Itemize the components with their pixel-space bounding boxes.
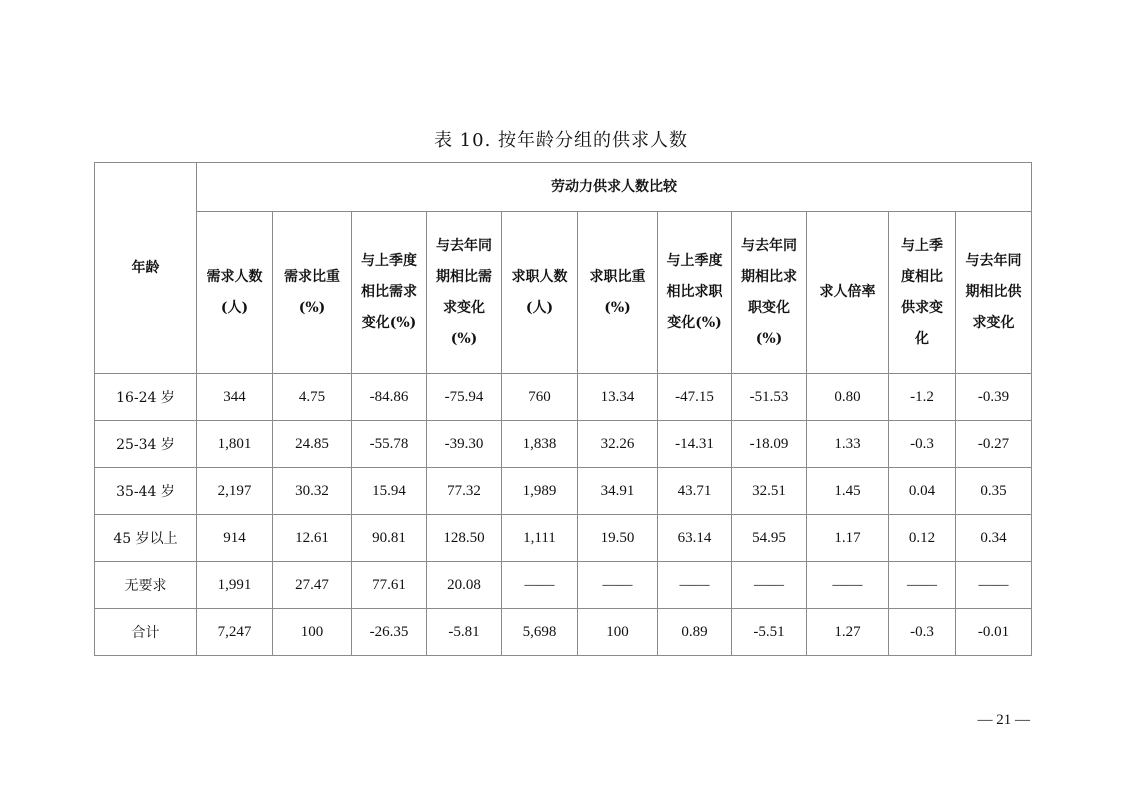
value-cell: 1.45 bbox=[807, 468, 889, 515]
column-header-label: 需求人数 (人) bbox=[206, 268, 263, 316]
value-cell: 0.35 bbox=[956, 468, 1032, 515]
value-cell: 0.04 bbox=[889, 468, 956, 515]
value-cell: 1.17 bbox=[807, 515, 889, 562]
age-group-cell: 合计 bbox=[95, 609, 197, 656]
value-cell: -84.86 bbox=[352, 374, 427, 421]
value-cell: 15.94 bbox=[352, 468, 427, 515]
table-row bbox=[95, 609, 1032, 656]
age-group-cell: 35-44 岁 bbox=[95, 468, 197, 515]
value-cell: -0.3 bbox=[889, 609, 956, 656]
value-cell: 760 bbox=[502, 374, 578, 421]
value-cell: 5,698 bbox=[502, 609, 578, 656]
column-header-label: 求人倍率 bbox=[819, 284, 876, 300]
column-header-label: 求职人数 (人) bbox=[511, 268, 568, 316]
column-header bbox=[889, 212, 956, 374]
value-cell: 20.08 bbox=[427, 562, 502, 609]
value-cell: -0.01 bbox=[956, 609, 1032, 656]
value-cell: -18.09 bbox=[732, 421, 807, 468]
value-cell: 32.51 bbox=[732, 468, 807, 515]
value-cell: -14.31 bbox=[658, 421, 732, 468]
table-row bbox=[95, 562, 1032, 609]
column-header bbox=[427, 212, 502, 374]
value-cell: 30.32 bbox=[273, 468, 352, 515]
table-body bbox=[95, 374, 1032, 656]
header-row-group bbox=[95, 163, 1032, 212]
value-cell: 7,247 bbox=[197, 609, 273, 656]
value-cell: -1.2 bbox=[889, 374, 956, 421]
column-header-label: 与上季度 相比需求 变化(%) bbox=[361, 253, 417, 331]
value-cell: —— bbox=[658, 562, 732, 609]
value-cell: 1.27 bbox=[807, 609, 889, 656]
value-cell: 100 bbox=[273, 609, 352, 656]
value-cell: —— bbox=[502, 562, 578, 609]
value-cell: 54.95 bbox=[732, 515, 807, 562]
value-cell: -0.27 bbox=[956, 421, 1032, 468]
value-cell: 12.61 bbox=[273, 515, 352, 562]
column-header bbox=[578, 212, 658, 374]
value-cell: -51.53 bbox=[732, 374, 807, 421]
column-header-label: 与去年同 期相比供 求变化 bbox=[965, 253, 1022, 331]
value-cell: 77.32 bbox=[427, 468, 502, 515]
value-cell: 4.75 bbox=[273, 374, 352, 421]
table-row bbox=[95, 468, 1032, 515]
column-header-label: 与上季 度相比 供求变 化 bbox=[901, 237, 943, 347]
column-header-label: 求职比重 (%) bbox=[589, 268, 646, 316]
value-cell: —— bbox=[956, 562, 1032, 609]
value-cell: 63.14 bbox=[658, 515, 732, 562]
value-cell: 1,838 bbox=[502, 421, 578, 468]
group-header: 劳动力供求人数比较 bbox=[197, 163, 1032, 212]
table-row bbox=[95, 421, 1032, 468]
column-header bbox=[197, 212, 273, 374]
column-header bbox=[502, 212, 578, 374]
value-cell: 1,989 bbox=[502, 468, 578, 515]
table-row bbox=[95, 374, 1032, 421]
column-header-label: 与上季度 相比求职 变化(%) bbox=[666, 253, 723, 331]
column-header bbox=[956, 212, 1032, 374]
value-cell: -47.15 bbox=[658, 374, 732, 421]
value-cell: 32.26 bbox=[578, 421, 658, 468]
value-cell: 1,801 bbox=[197, 421, 273, 468]
column-header-label: 与去年同 期相比求 职变化 (%) bbox=[741, 237, 797, 347]
value-cell: —— bbox=[578, 562, 658, 609]
age-group-cell: 25-34 岁 bbox=[95, 421, 197, 468]
value-cell: —— bbox=[889, 562, 956, 609]
value-cell: —— bbox=[732, 562, 807, 609]
value-cell: 0.34 bbox=[956, 515, 1032, 562]
age-header: 年龄 bbox=[95, 163, 197, 374]
value-cell: -55.78 bbox=[352, 421, 427, 468]
value-cell: 1.33 bbox=[807, 421, 889, 468]
value-cell: 2,197 bbox=[197, 468, 273, 515]
value-cell: 344 bbox=[197, 374, 273, 421]
value-cell: 0.12 bbox=[889, 515, 956, 562]
value-cell: 1,111 bbox=[502, 515, 578, 562]
value-cell: 19.50 bbox=[578, 515, 658, 562]
age-group-cell: 无要求 bbox=[95, 562, 197, 609]
column-header-label: 与去年同 期相比需 求变化 (%) bbox=[436, 237, 492, 347]
value-cell: 90.81 bbox=[352, 515, 427, 562]
value-cell: 34.91 bbox=[578, 468, 658, 515]
value-cell: -5.51 bbox=[732, 609, 807, 656]
value-cell: 128.50 bbox=[427, 515, 502, 562]
table-row bbox=[95, 515, 1032, 562]
value-cell: -26.35 bbox=[352, 609, 427, 656]
value-cell: -75.94 bbox=[427, 374, 502, 421]
column-header bbox=[352, 212, 427, 374]
column-header-label: 需求比重 (%) bbox=[284, 268, 340, 316]
supply-demand-table bbox=[94, 162, 1032, 656]
value-cell: 0.80 bbox=[807, 374, 889, 421]
age-group-cell: 45 岁以上 bbox=[95, 515, 197, 562]
value-cell: 27.47 bbox=[273, 562, 352, 609]
value-cell: 43.71 bbox=[658, 468, 732, 515]
value-cell: 914 bbox=[197, 515, 273, 562]
column-header bbox=[658, 212, 732, 374]
value-cell: 0.89 bbox=[658, 609, 732, 656]
value-cell: 100 bbox=[578, 609, 658, 656]
value-cell: —— bbox=[807, 562, 889, 609]
value-cell: 13.34 bbox=[578, 374, 658, 421]
column-header bbox=[273, 212, 352, 374]
page-number: — 21 — bbox=[977, 712, 1030, 728]
header-row-columns bbox=[95, 212, 1032, 374]
value-cell: -0.3 bbox=[889, 421, 956, 468]
column-header bbox=[807, 212, 889, 374]
value-cell: -39.30 bbox=[427, 421, 502, 468]
value-cell: 77.61 bbox=[352, 562, 427, 609]
value-cell: 1,991 bbox=[197, 562, 273, 609]
column-header bbox=[732, 212, 807, 374]
value-cell: -5.81 bbox=[427, 609, 502, 656]
table-caption: 表 10. 按年龄分组的供求人数 bbox=[433, 130, 689, 151]
value-cell: -0.39 bbox=[956, 374, 1032, 421]
age-group-cell: 16-24 岁 bbox=[95, 374, 197, 421]
value-cell: 24.85 bbox=[273, 421, 352, 468]
